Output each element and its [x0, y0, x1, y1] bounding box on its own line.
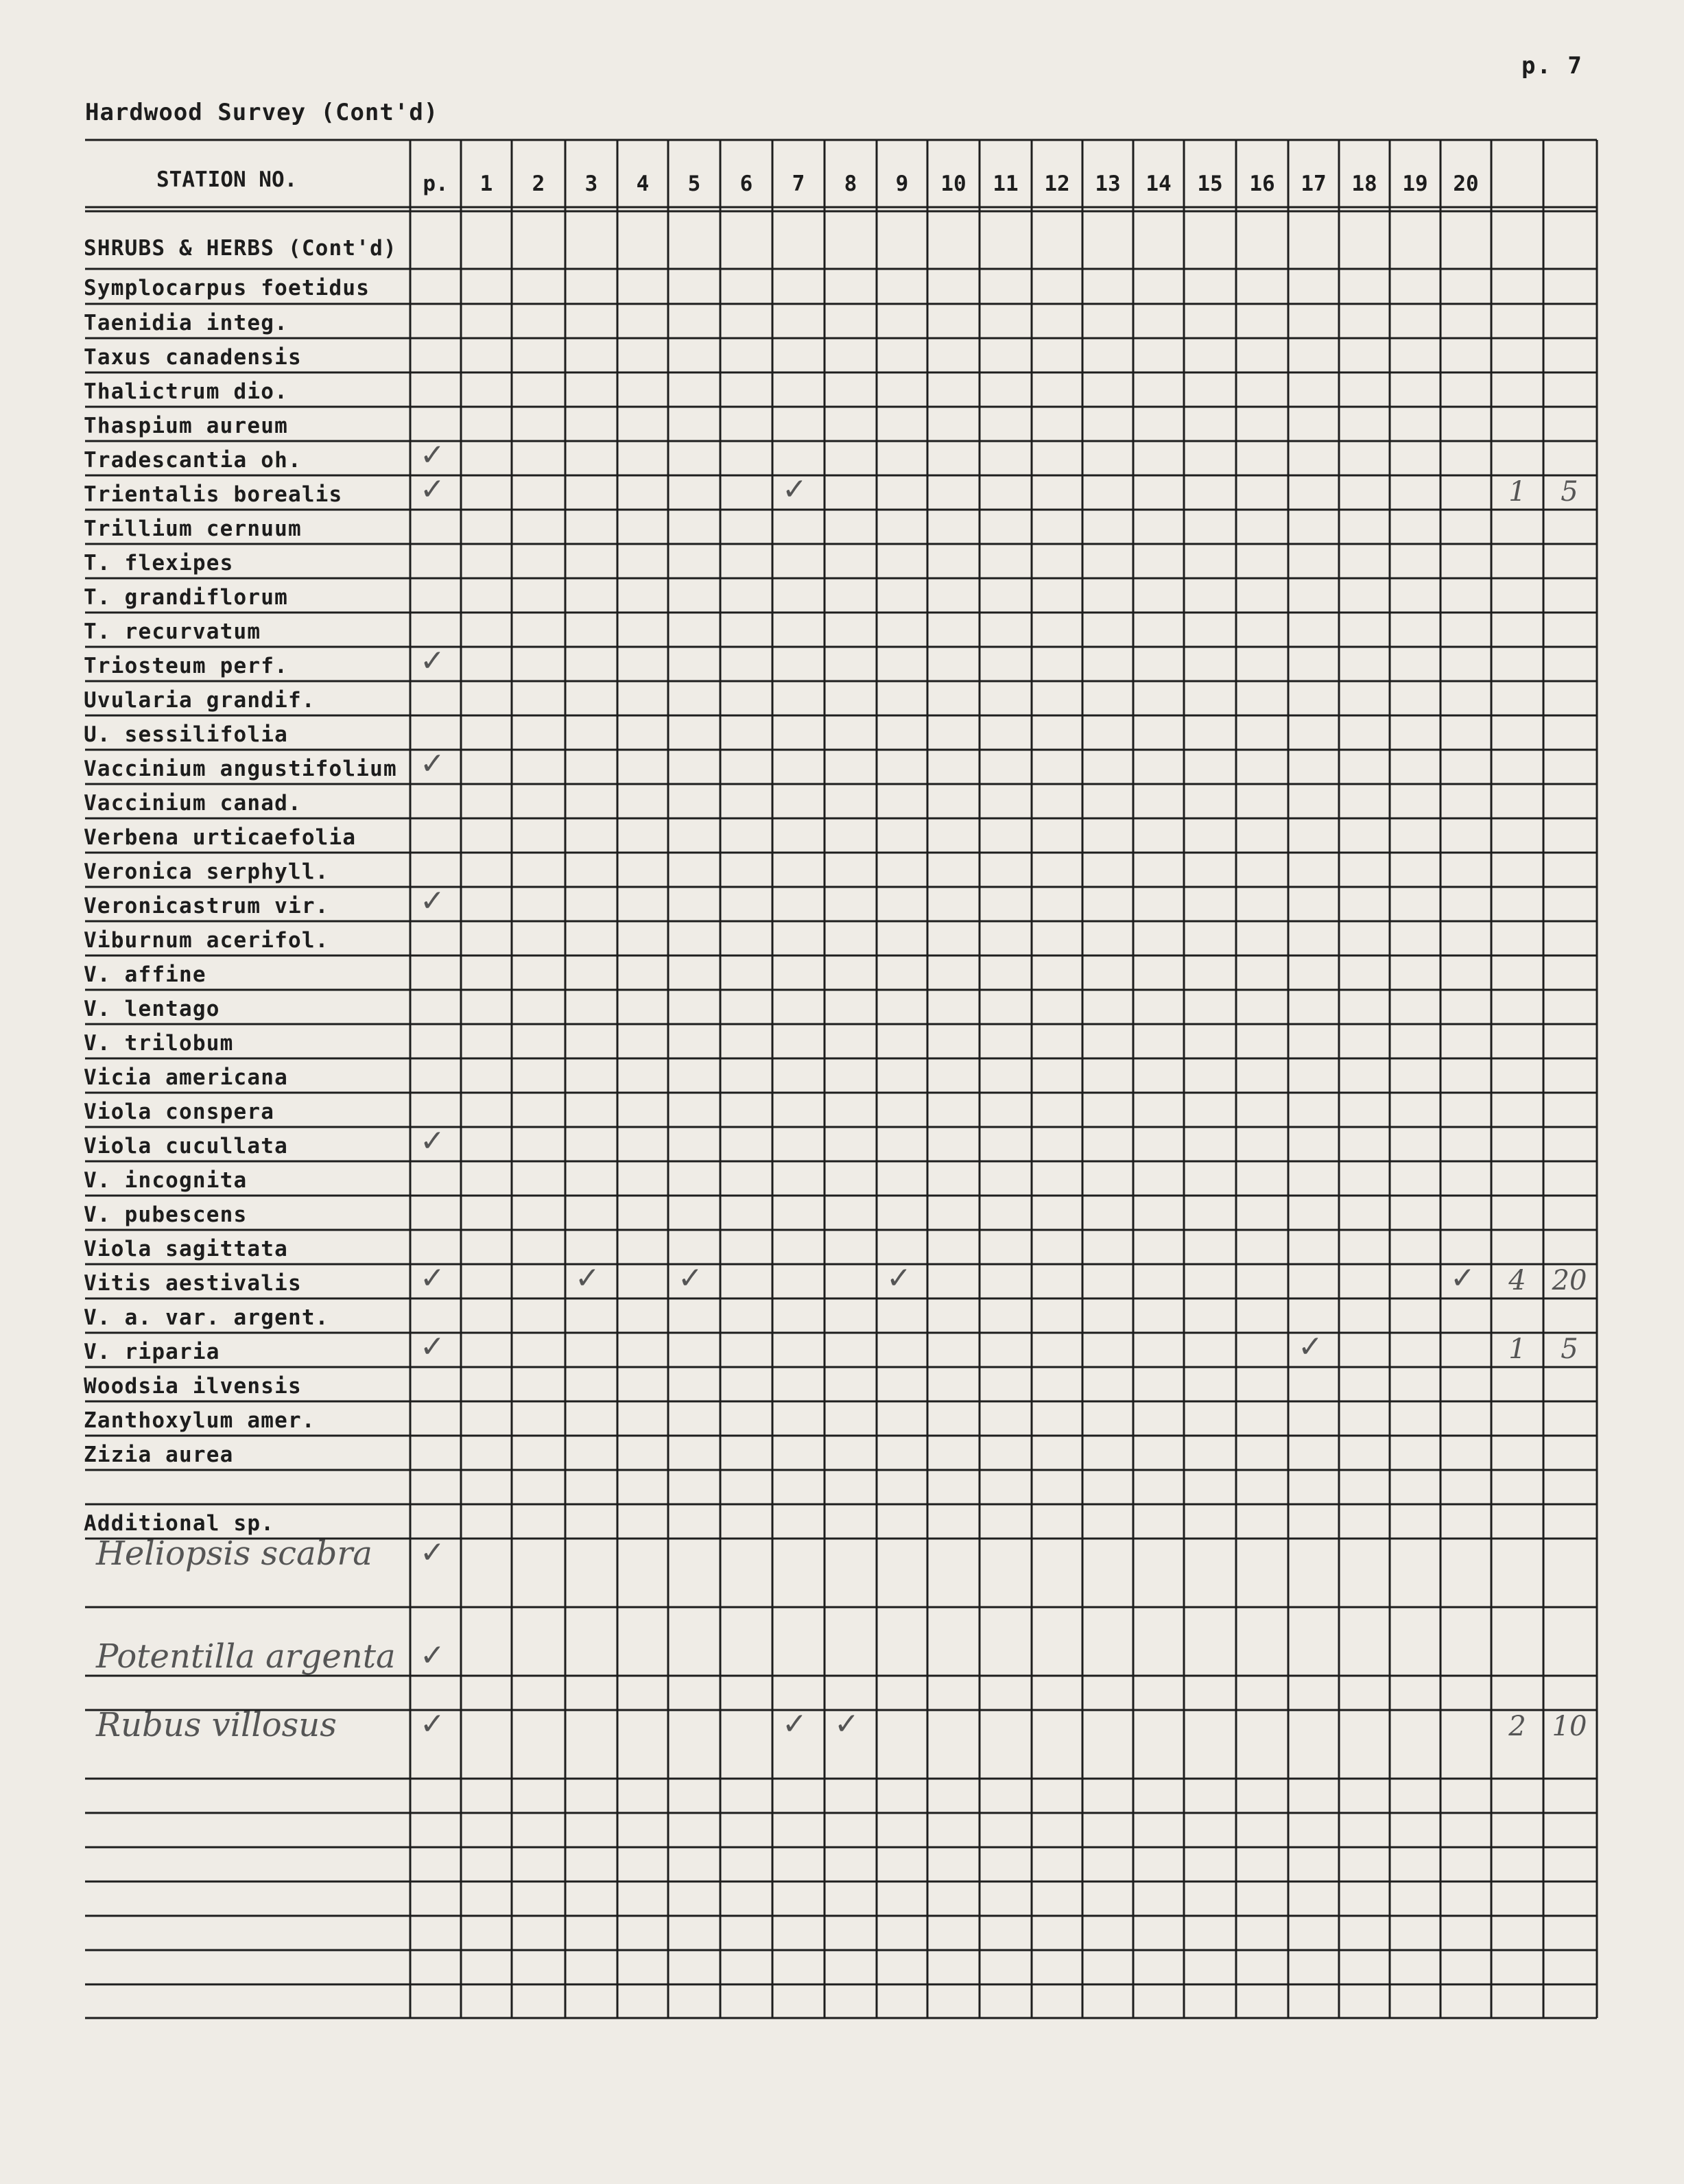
station-column-header: 10 [940, 171, 966, 196]
check-mark: ✓ [1450, 1261, 1475, 1296]
species-name: Viola sagittata [84, 1237, 288, 1261]
check-mark: ✓ [420, 1261, 445, 1296]
station-column-header: 18 [1351, 171, 1377, 196]
tally-score: 5 [1561, 476, 1578, 508]
check-mark: ✓ [420, 1535, 445, 1570]
station-column-header: 7 [792, 171, 805, 196]
species-name: V. trilobum [84, 1031, 234, 1056]
check-mark: ✓ [886, 1261, 912, 1296]
station-column-header: 2 [532, 171, 545, 196]
tally-count: 1 [1508, 476, 1526, 508]
species-name: Veronica serphyll. [84, 859, 329, 884]
species-name: Trientalis borealis [84, 482, 343, 507]
species-name: T. grandiflorum [84, 585, 288, 610]
check-mark: ✓ [420, 1329, 445, 1364]
check-mark: ✓ [678, 1261, 703, 1296]
check-mark: ✓ [1298, 1329, 1323, 1364]
station-column-header: 6 [739, 171, 753, 196]
check-mark: ✓ [420, 883, 445, 918]
species-name: Thalictrum dio. [84, 379, 288, 404]
check-mark: ✓ [420, 1707, 445, 1742]
species-name: Taxus canadensis [84, 345, 302, 370]
check-mark: ✓ [420, 746, 445, 781]
handwritten-species-name: Rubus villosus [96, 1706, 337, 1744]
check-mark: ✓ [575, 1261, 600, 1296]
species-name: T. flexipes [84, 551, 234, 575]
species-name: Uvularia grandif. [84, 688, 316, 713]
species-name: Symplocarpus foetidus [84, 276, 370, 300]
species-name: Vicia americana [84, 1065, 288, 1090]
species-name: Taenidia integ. [84, 311, 288, 335]
station-column-header: 13 [1095, 171, 1121, 196]
tally-count: 4 [1508, 1265, 1526, 1296]
species-name: T. recurvatum [84, 619, 261, 644]
tally-score: 10 [1552, 1711, 1587, 1742]
species-name: U. sessilifolia [84, 722, 288, 747]
station-column-header: 17 [1301, 171, 1327, 196]
species-name: Woodsia ilvensis [84, 1374, 302, 1399]
check-mark: ✓ [420, 1124, 445, 1159]
station-column-header: 19 [1402, 171, 1428, 196]
species-name: V. pubescens [84, 1202, 248, 1227]
species-name: V. riparia [84, 1340, 220, 1364]
tally-count: 1 [1508, 1333, 1526, 1365]
station-column-header: 16 [1249, 171, 1275, 196]
tally-score: 5 [1561, 1333, 1578, 1365]
species-name: Viburnum acerifol. [84, 928, 329, 953]
additional-species-heading: Additional sp. [84, 1511, 275, 1536]
station-column-header: 20 [1453, 171, 1479, 196]
check-mark: ✓ [420, 472, 445, 507]
station-column-header: 14 [1146, 171, 1172, 196]
species-name: V. affine [84, 962, 206, 987]
tally-score: 20 [1552, 1265, 1587, 1296]
species-name: Triosteum perf. [84, 654, 288, 678]
species-name: Vaccinium angustifolium [84, 757, 397, 781]
species-name: Tradescantia oh. [84, 448, 302, 473]
station-column-header: 1 [479, 171, 493, 196]
species-name: Vaccinium canad. [84, 791, 302, 816]
species-name: V. lentago [84, 997, 220, 1021]
species-name: Viola conspera [84, 1100, 275, 1124]
station-column-header: p. [423, 171, 449, 196]
station-column-header: 9 [895, 171, 909, 196]
section-heading: SHRUBS & HERBS (Cont'd) [84, 236, 397, 261]
species-name: Veronicastrum vir. [84, 894, 329, 918]
check-mark: ✓ [420, 643, 445, 678]
species-name: V. incognita [84, 1168, 248, 1193]
species-name: Viola cucullata [84, 1134, 288, 1159]
station-column-header: 5 [687, 171, 701, 196]
species-name: Thaspium aureum [84, 414, 288, 438]
check-mark: ✓ [420, 1638, 445, 1673]
station-column-header: 8 [844, 171, 857, 196]
species-name: V. a. var. argent. [84, 1305, 329, 1330]
handwritten-species-name: Heliopsis scabra [96, 1534, 372, 1573]
station-number-label: STATION NO. [156, 167, 298, 192]
station-column-header: 4 [636, 171, 650, 196]
check-mark: ✓ [834, 1707, 859, 1742]
check-mark: ✓ [782, 472, 807, 507]
species-name: Verbena urticaefolia [84, 825, 357, 850]
species-name: Zanthoxylum amer. [84, 1408, 316, 1433]
survey-title: Hardwood Survey (Cont'd) [85, 99, 439, 126]
page-number: p. 7 [1521, 52, 1583, 80]
check-mark: ✓ [420, 438, 445, 473]
check-mark: ✓ [782, 1707, 807, 1742]
tally-count: 2 [1508, 1711, 1526, 1742]
station-column-header: 3 [584, 171, 598, 196]
station-column-header: 15 [1197, 171, 1223, 196]
handwritten-species-name: Potentilla argenta [96, 1637, 396, 1676]
species-name: Zizia aurea [84, 1443, 234, 1467]
species-name: Vitis aestivalis [84, 1271, 302, 1296]
station-column-header: 11 [993, 171, 1019, 196]
station-column-header: 12 [1044, 171, 1070, 196]
species-name: Trillium cernuum [84, 517, 302, 541]
